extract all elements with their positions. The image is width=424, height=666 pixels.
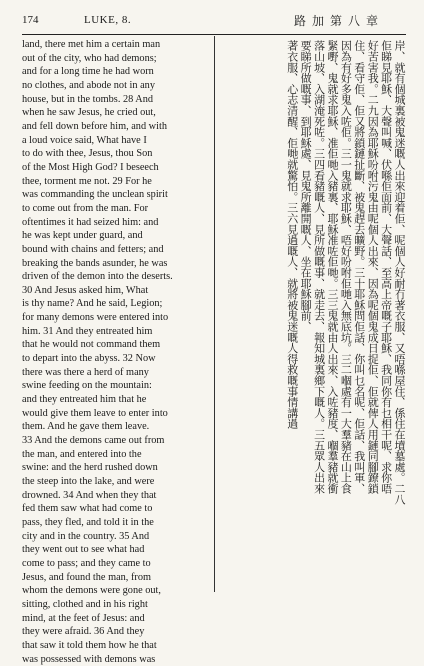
english-line: city and in the country. 35 And	[22, 530, 150, 542]
chinese-column: 要睇所做嘅事、到耶穌處、見鬼所離開嘅人、坐在耶穌腳前、	[299, 40, 313, 332]
chinese-column: 因為有好多鬼入咗佢。三一鬼就求耶穌、唔好吩咐佢哋入無底坑。三二嗰處有一大羣豬在山上食	[339, 40, 353, 494]
english-line: the man, and entered into the	[22, 448, 142, 460]
chinese-column: 著衣服、心志清醒、佢哋就驚怕。三六見過嘅人、就將被鬼迷嘅人得救嘅事情講過	[285, 40, 299, 429]
column-divider	[214, 36, 215, 592]
english-line: to do with thee, Jesus, thou Son	[22, 148, 153, 160]
english-line: there was there a herd of many	[22, 366, 149, 378]
chinese-column: 好苦害我。二九因為耶穌吩咐污鬼由呢個人出來、因為呢個鬼成日捉佢、佢就俾人用鏈同腳鐐鎖	[366, 40, 380, 494]
page-header	[22, 14, 404, 32]
english-line: is thy name? And he said, Legion;	[22, 298, 163, 310]
english-line: and they entreated him that he	[22, 394, 147, 406]
english-line: house, but in the tombs. 28 And	[22, 93, 153, 105]
chinese-column: 岸、就有個城裏被鬼迷嘅人出來迎着佢、呢個人好耐冇著衣服、又唔喺屋住、係住在墳墓處。二八	[393, 40, 406, 505]
english-line: they were afraid. 36 And they	[22, 626, 145, 638]
english-line: 33 And the demons came out from	[22, 435, 165, 447]
english-line: no clothes, and abode not in any	[22, 79, 155, 91]
english-text-column	[22, 38, 210, 665]
english-line: and fell down before him, and with	[22, 120, 167, 132]
header-rule	[22, 34, 406, 35]
chinese-running-title: 路加第八章	[293, 14, 384, 28]
english-line: them. And he gave them leave.	[22, 421, 150, 433]
english-line: was possessed with demons was	[22, 653, 156, 665]
english-line: would give them leave to enter into	[22, 407, 168, 419]
english-line: the steep into the lake, and were	[22, 476, 155, 487]
english-line: for many demons were entered into	[22, 312, 169, 324]
english-line: pass, they fled, and told it in the	[22, 516, 154, 528]
english-line: and for a long time he had worn	[22, 66, 154, 78]
english-line: of the Most High God? I beseech	[22, 161, 159, 173]
english-line: him. 31 And they entreated him	[22, 325, 153, 337]
chinese-column: 佢睇見耶穌、大聲叫喊、伏喺佢面前、大聲話、至高上帝嘅子耶穌、我同你有乜相干呢、求你唔	[379, 40, 393, 494]
chinese-column: 住、看守佢、佢又將鎖鏈扯斷、被鬼趕去曠野。三十耶穌問佢話、你叫乜名呢、佢話、我叫軍、	[352, 40, 366, 494]
english-line: to depart into the abyss. 32 Now	[22, 353, 156, 365]
english-line: that saw it told them how he that	[22, 639, 157, 651]
english-line: swine: and the herd rushed down	[22, 462, 158, 474]
english-line: was commanding the unclean spirit	[22, 189, 168, 201]
page-number: 174	[22, 14, 39, 26]
english-line: fed them saw what had come to	[22, 503, 153, 515]
english-line: whom the demons were gone out,	[22, 585, 161, 597]
english-line: swine feeding on the mountain:	[22, 380, 152, 392]
english-line: mind, at the feet of Jesus: and	[22, 612, 145, 624]
english-line: oftentimes it had seized him: and	[22, 216, 159, 228]
english-line: come to pass; and they came to	[22, 557, 151, 569]
running-title: LUKE, 8.	[84, 14, 132, 26]
english-line: they went out to see what had	[22, 544, 145, 556]
english-line: out of the city, who had demons;	[22, 52, 157, 64]
english-line: drowned. 34 And when they that	[22, 489, 157, 501]
english-line: breaking the bands asunder, he was	[22, 257, 168, 269]
chinese-text-column	[220, 40, 406, 588]
english-line: 30 And Jesus asked him, What	[22, 284, 149, 296]
english-line: Jesus, and found the man, from	[22, 571, 151, 583]
english-line: when he saw Jesus, he cried out,	[22, 107, 156, 119]
english-line: to come out from the man. For	[22, 202, 149, 214]
english-line: driven of the demon into the deserts.	[22, 271, 173, 283]
english-line: thee, torment me not. 29 For he	[22, 175, 152, 187]
chinese-column: 緊嘢、鬼就求耶穌、准佢哋入豬裏、耶穌准咗佢哋。三三鬼就由人出來、入咗豬度、嗰羣豬就衝	[325, 40, 339, 494]
english-line: a loud voice said, What have I	[22, 134, 147, 146]
english-line: bound with chains and fetters; and	[22, 243, 164, 255]
english-line: that he would not command them	[22, 339, 161, 351]
english-line: he was kept under guard, and	[22, 230, 143, 242]
english-line: land, there met him a certain man	[22, 39, 161, 50]
chinese-column: 落山坡、入湖淹死咗。三四看豬嘅人、見所做嘅事、就走去、報知城裏鄉下嘅人。三五眾人出來	[312, 40, 326, 494]
english-line: sitting, clothed and in his right	[22, 598, 148, 610]
